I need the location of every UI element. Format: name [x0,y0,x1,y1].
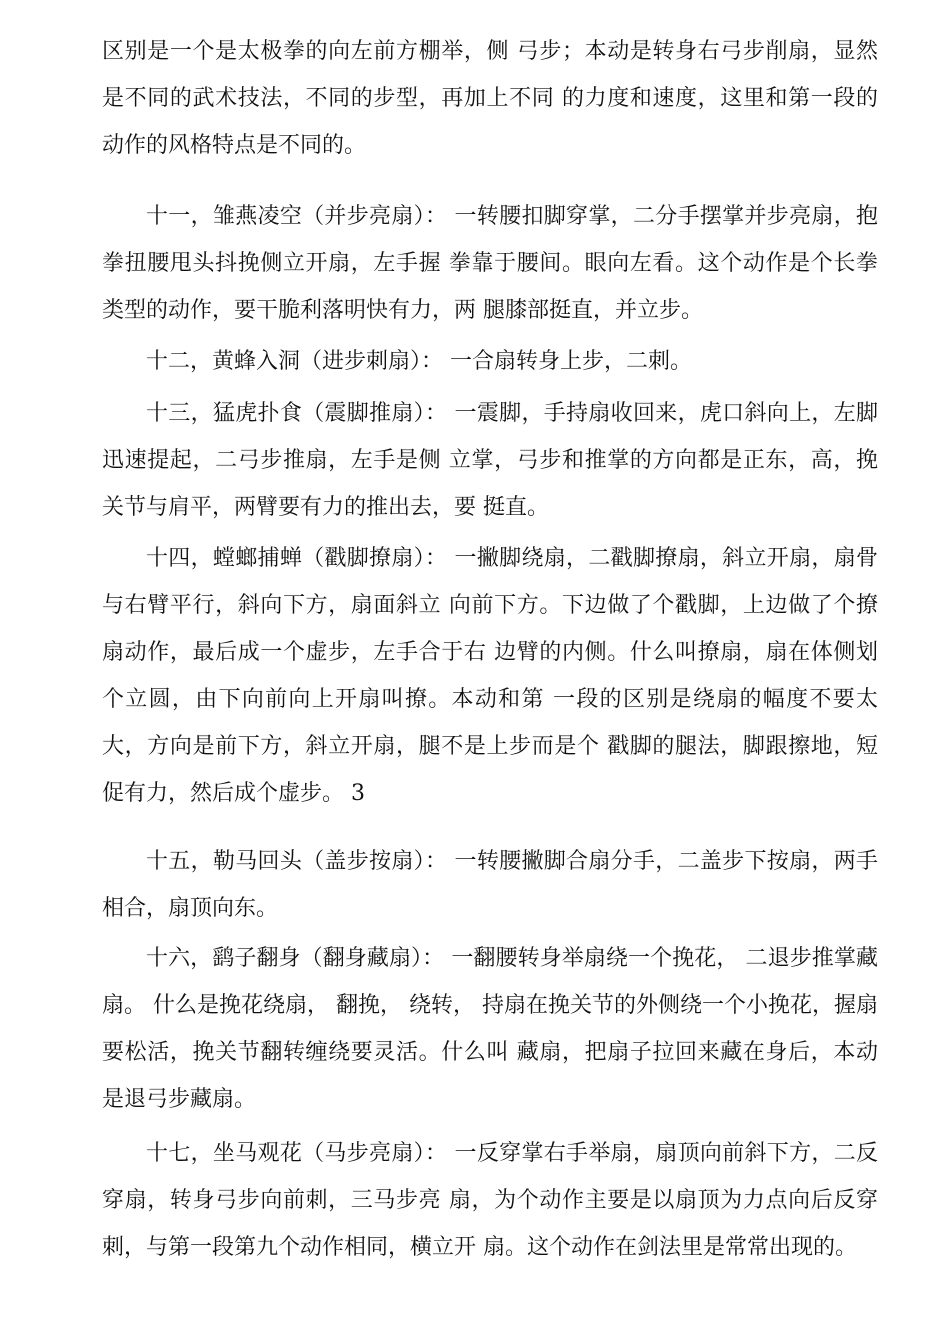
paragraph-move-12: 十二，黄蜂入洞（进步刺扇）： 一合扇转身上步，二刺。 [146,349,692,374]
paragraph-move-11: 十一，雏燕凌空（并步亮扇）： 一转腰扣脚穿掌，二分手摆掌并步亮扇，抱拳扭腰甩头抖挽侧立开扇，左手握 拳靠于腰间。眼向左看。这个动作是个长拳类型的动作，要干脆利落明快有力，两 腿膝部挺直，并立步。 [102,204,878,323]
paragraph-move-15: 十五，勒马回头（盖步按扇）： 一转腰撇脚合扇分手，二盖步下按扇，两手相合，扇顶向东。 [102,849,878,921]
paragraph-move-13: 十三，猛虎扑食（震脚推扇）： 一震脚，手持扇收回来，虎口斜向上，左脚迅速提起，二弓步推扇，左手是侧 立掌，弓步和推掌的方向都是正东，高，挽关节与肩平，两臂要有力的推出去，要 挺直。 [102,401,878,520]
paragraph-move-14: 十四，螳螂捕蝉（戳脚撩扇）： 一撇脚绕扇，二戳脚撩扇，斜立开扇，扇骨与右臂平行，斜向下方，扇面斜立 向前下方。下边做了个戳脚，上边做了个撩扇动作，最后成一个虚步，左手合于右 边臂的内侧。什么叫撩扇，扇在体侧划个立圆，由下向前向上开扇叫撩。本动和第 一段的区别是绕扇的幅度不要太大，方向是前下方，斜立开扇，腿不是上步而是个 戳脚的腿法，脚跟擦地，短促有力，然后成个虚步。 3 [102,546,878,806]
paragraph-move-17: 十七，坐马观花（马步亮扇）： 一反穿掌右手举扇，扇顶向前斜下方，二反穿扇，转身弓步向前刺，三马步亮 扇，为个动作主要是以扇顶为力点向后反穿刺，与第一段第九个动作相同，横立开 扇。这个动作在剑法里是常常出现的。 [102,1141,878,1260]
paragraph-move-16: 十六，鹞子翻身（翻身藏扇）： 一翻腰转身举扇绕一个挽花， 二退步推掌藏扇。 什么是挽花绕扇， 翻挽， 绕转， 持扇在挽关节的外侧绕一个小挽花，握扇要松活，挽关节翻转缠绕要灵活。什么叫 藏扇，把扇子拉回来藏在身后，本动是退弓步藏扇。 [102,946,878,1112]
paragraph-continuation: 区别是一个是太极拳的向左前方棚举，侧 弓步；本动是转身右弓步削扇，显然是不同的武术技法，不同的步型，再加上不同 的力度和速度，这里和第一段的动作的风格特点是不同的。 [102,39,878,158]
